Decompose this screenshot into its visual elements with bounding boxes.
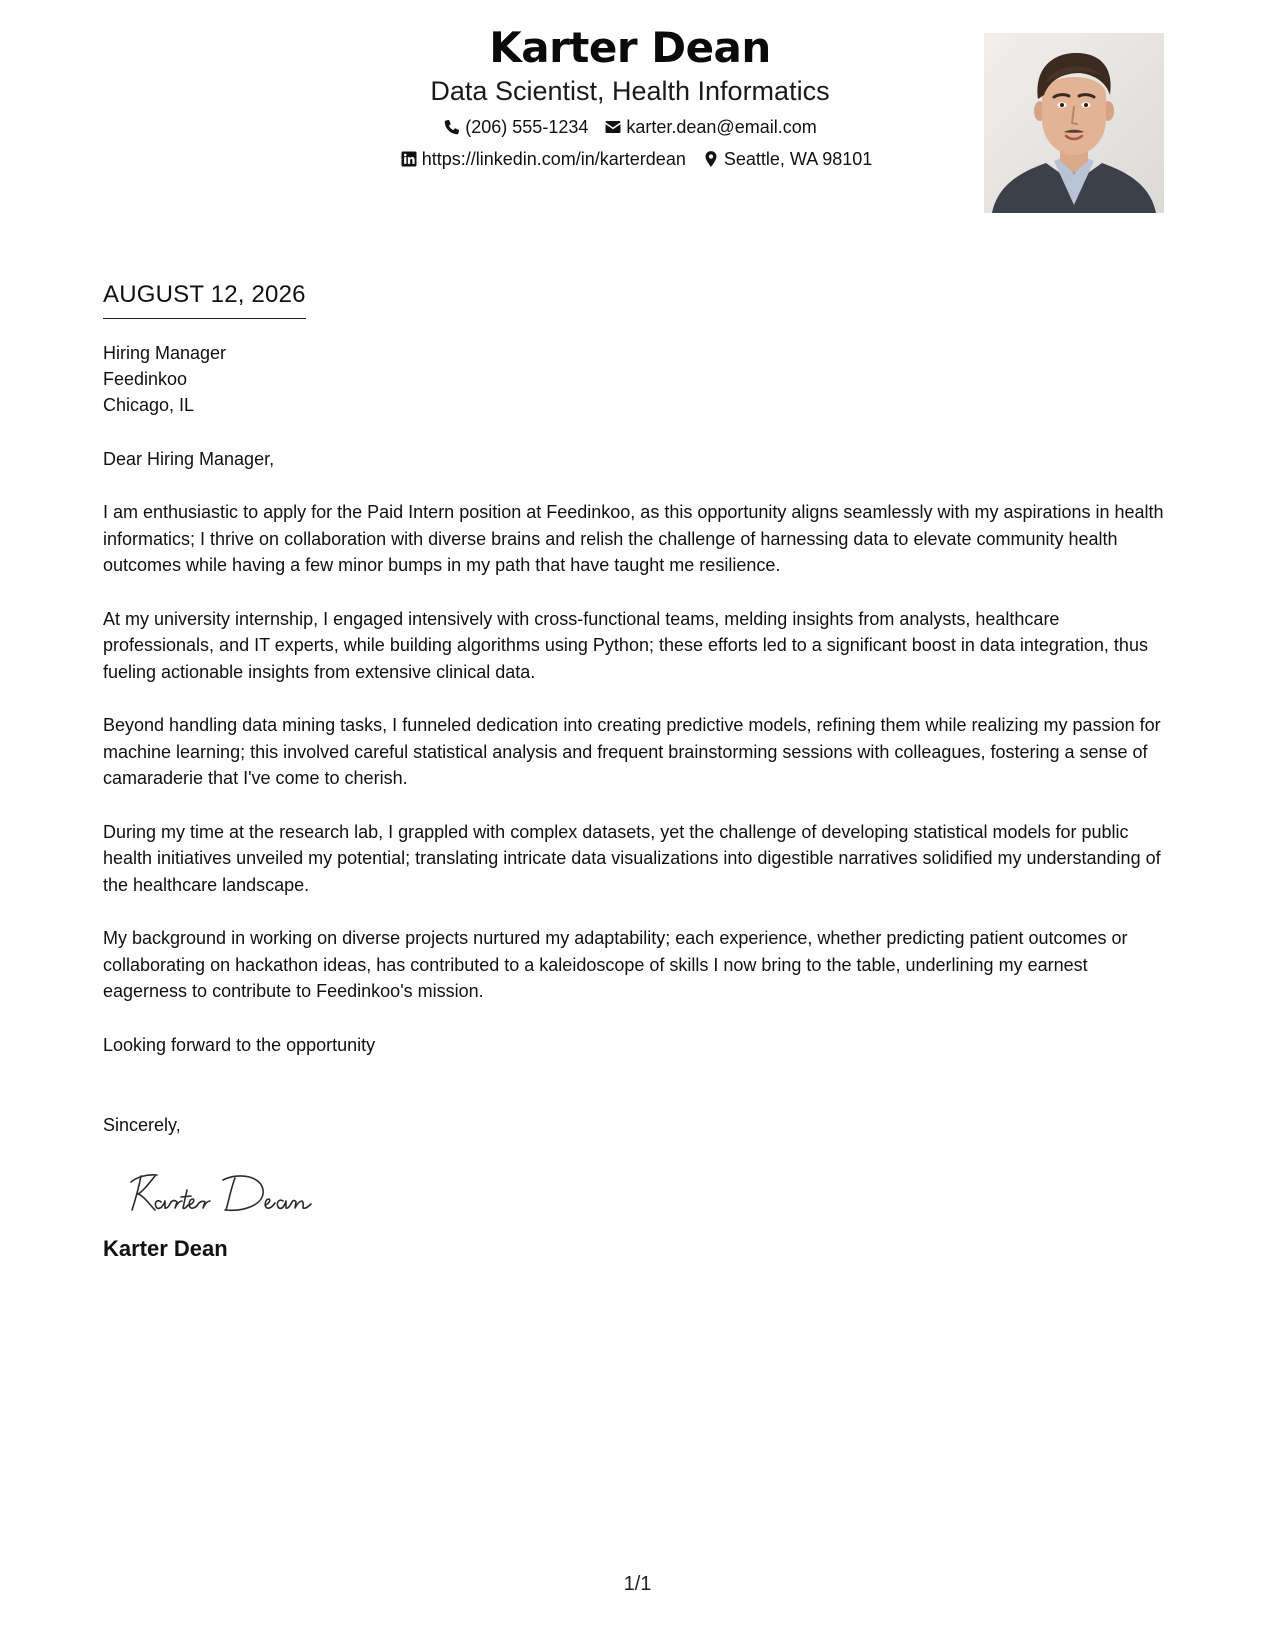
linkedin-text: https://linkedin.com/in/karterdean: [421, 149, 686, 169]
recipient-company: Feedinkoo: [103, 369, 188, 389]
linkedin-icon: [400, 150, 418, 168]
paragraph: At my university internship, I engaged intensively with cross-functional teams, melding insights from analysts, healthcare professionals, and IT experts, while building algorithms using Python; these efforts led to a significant boost in data integration, thus fueling actionable insights from extensive clinical data.: [103, 608, 1148, 682]
page-number: 1/1: [623, 1573, 652, 1595]
salutation: Dear Hiring Manager,: [103, 449, 275, 469]
location-text: Seattle, WA 98101: [723, 149, 873, 169]
phone-icon: [443, 118, 461, 136]
handwritten-signature: [127, 1168, 347, 1218]
paragraph: My background in working on diverse projects nurtured my adaptability; each experience, whether predicting patient outcomes or collaborating on hackathon ideas, has contributed to a kaleidoscope of skills I now bring to the table, underlining my earnest eagerness to contribute to Feedinkoo's mission.: [103, 928, 1128, 1001]
phone-text: (206) 555-1234: [465, 117, 589, 137]
letter-date: AUGUST 12, 2026: [103, 280, 306, 319]
recipient-block: [103, 340, 1173, 418]
letter-body: [103, 280, 1173, 1263]
paragraph: Beyond handling data mining tasks, I funneled dedication into creating predictive models, refining them while realizing my passion for machine learning; this involved careful statistical analysis and frequent brainstorming sessions with colleagues, fostering a sense of camaraderie that I've come to cherish.: [103, 715, 1161, 788]
email-text: karter.dean@email.com: [626, 117, 817, 137]
candidate-name: Karter Dean: [489, 23, 771, 72]
closing-line: Looking forward to the opportunity: [103, 1034, 376, 1055]
signature-image: [127, 1168, 347, 1218]
recipient-location: Chicago, IL: [103, 395, 195, 415]
recipient-line: Hiring Manager: [103, 343, 227, 363]
contact-phone: [443, 116, 588, 138]
candidate-title: Data Scientist, Health Informatics: [430, 76, 830, 106]
paragraph: I am enthusiastic to apply for the Paid Intern position at Feedinkoo, as this opportunity aligns seamlessly with my aspirations in health informatics; I thrive on collaboration with diverse brains and relish the challenge of harnessing data to elevate community health outcomes while having a few minor bumps in my path that have taught me resilience.: [103, 502, 1164, 575]
signoff: Sincerely,: [103, 1114, 181, 1135]
signer-name: Karter Dean: [103, 1235, 228, 1261]
contact-email[interactable]: [604, 116, 816, 138]
profile-photo: [984, 33, 1164, 213]
contact-linkedin[interactable]: [400, 148, 686, 170]
portrait-image: [984, 33, 1164, 213]
contact-location: [702, 148, 872, 170]
map-pin-icon: [702, 150, 720, 168]
envelope-icon: [604, 118, 622, 136]
paragraph: During my time at the research lab, I grappled with complex datasets, yet the challenge of developing statistical models for public health initiatives unveiled my potential; translating intricate data visualizations into digestible narratives solidified my understanding of the healthcare landscape.: [103, 821, 1161, 895]
